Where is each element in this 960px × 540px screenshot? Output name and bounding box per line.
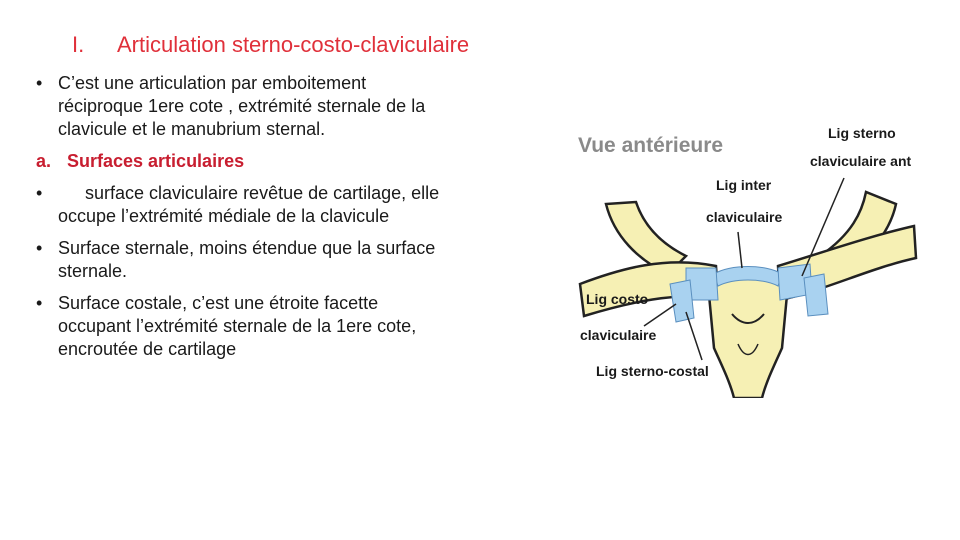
subheading	[36, 150, 536, 173]
bullet-line-2: sternale.	[58, 261, 128, 281]
subheading-marker: a.	[36, 151, 52, 171]
bullet-marker: •	[36, 238, 43, 258]
bullet-line-1: Surface sternale, moins étendue que la surface	[58, 238, 436, 258]
anatomy-figure	[566, 108, 930, 398]
intro-line-3: clavicule et le manubrium sternal.	[58, 119, 326, 139]
label-lig-costo-2: claviculaire	[580, 327, 657, 343]
label-lig-inter-1: Lig inter	[716, 177, 772, 193]
view-label: Vue antérieure	[578, 134, 724, 157]
bullet-costal-surface	[36, 292, 536, 361]
subheading-text: Surfaces articulaires	[67, 151, 245, 171]
title-text: Articulation sterno-costo-claviculaire	[117, 32, 470, 57]
bullet-marker: •	[36, 73, 43, 93]
intro-line-1: C’est une articulation par emboitement	[58, 73, 367, 93]
bullet-sternal-surface	[36, 237, 536, 283]
label-lig-costo-1: Lig costo	[586, 291, 649, 307]
joint-diagram	[566, 108, 930, 398]
slide-body	[36, 72, 536, 370]
bullet-line-2: occupe l’extrémité médiale de la clavicule	[58, 206, 390, 226]
bullet-line-2: occupant l’extrémité sternale de la 1ere cote,	[58, 316, 417, 336]
right-costoclavicular-ligament	[804, 274, 828, 316]
bullet-line-1: surface claviculaire revêtue de cartilage, elle	[85, 183, 440, 203]
label-lig-sterno-ant-1: Lig sterno	[828, 125, 896, 141]
label-lig-inter-2: claviculaire	[706, 209, 783, 225]
label-lig-sterno-costal: Lig sterno-costal	[596, 363, 709, 379]
intro-line-2: réciproque 1ere cote , extrémité sternale de la	[58, 96, 426, 116]
bullet-line-1: Surface costale, c’est une étroite facette	[58, 293, 379, 313]
bullet-clavicular-surface	[36, 182, 536, 228]
label-lig-sterno-ant-2: claviculaire ant	[810, 153, 912, 169]
slide-title	[72, 32, 469, 58]
bullet-line-3: encroutée de cartilage	[58, 339, 237, 359]
bullet-marker: •	[36, 183, 43, 203]
intro-bullet	[36, 72, 536, 141]
section-number: I.	[72, 32, 85, 57]
bullet-marker: •	[36, 293, 43, 313]
